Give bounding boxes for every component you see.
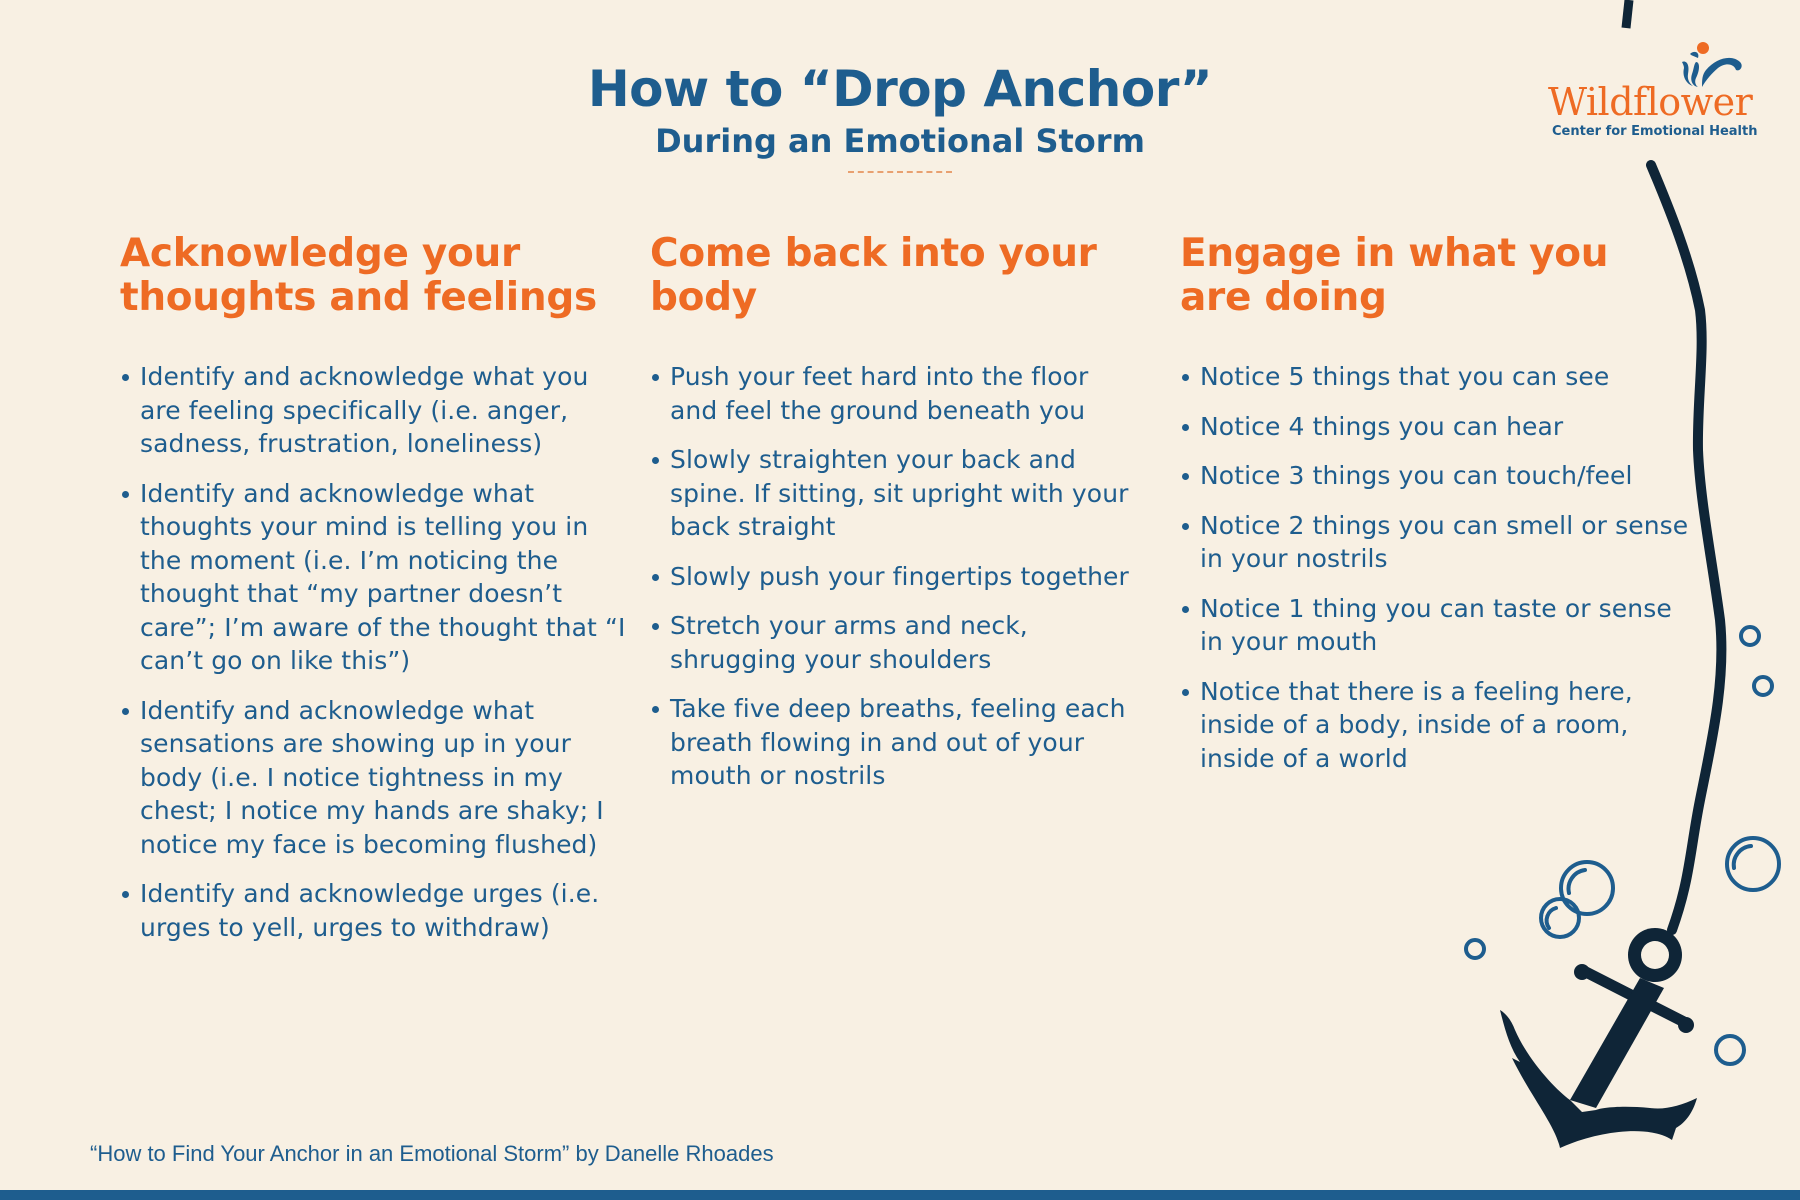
bullet-icon xyxy=(122,491,129,498)
bullet-icon xyxy=(652,706,659,713)
list-item xyxy=(1180,410,1690,444)
list-item xyxy=(120,877,630,944)
list-item-text: Stretch your arms and neck, shrugging your shoulders xyxy=(670,611,1028,674)
list-item-text: Notice that there is a feeling here, inside of a body, inside of a room, inside of a world xyxy=(1200,676,1633,773)
list-item xyxy=(120,694,630,862)
list-item xyxy=(650,609,1140,676)
column-engage xyxy=(1180,231,1689,791)
page-title: How to “Drop Anchor” xyxy=(587,60,1213,118)
bullet-list xyxy=(120,360,626,944)
bullet-icon xyxy=(1182,523,1189,530)
list-item xyxy=(1180,360,1690,394)
list-item-text: Notice 5 things that you can see xyxy=(1200,362,1610,391)
bullet-icon xyxy=(652,574,659,581)
list-item-text: Slowly push your fingertips together xyxy=(670,561,1129,591)
logo-name: Wildflower xyxy=(1548,80,1753,124)
bullet-icon xyxy=(122,891,129,898)
column-heading: Come back into your body xyxy=(650,231,1097,320)
list-item xyxy=(1180,509,1690,576)
bullet-icon xyxy=(122,374,129,381)
list-item-text: Identify and acknowledge what thoughts your mind is telling you in the moment (i.e. I’m noticing the thought that “my partner doesn’t care”; I’m aware of the thought that “I can’t go on like this”) xyxy=(140,478,626,675)
list-item xyxy=(120,360,630,461)
list-item xyxy=(650,560,1140,594)
rope-icon xyxy=(1626,0,1629,28)
bullet-icon xyxy=(1182,424,1189,431)
bullet-icon xyxy=(122,708,129,715)
list-item-text: Notice 3 things you can touch/feel xyxy=(1200,461,1633,490)
column-heading: Engage in what you are doing xyxy=(1180,231,1609,320)
list-item-text: Identify and acknowledge what you are feeling specifically (i.e. anger, sadness, frustration, loneliness) xyxy=(140,362,589,458)
page-subtitle: During an Emotional Storm xyxy=(655,122,1145,160)
bullet-icon xyxy=(652,374,659,381)
bullet-icon xyxy=(652,623,659,630)
anchor-icon xyxy=(1500,928,1697,1148)
column-heading: Acknowledge your thoughts and feelings xyxy=(120,231,597,320)
bullet-list xyxy=(1180,360,1689,775)
list-item-text: Identify and acknowledge urges (i.e. urges to yell, urges to withdraw) xyxy=(140,879,600,942)
list-item xyxy=(650,443,1140,544)
list-item-text: Identify and acknowledge what sensations are showing up in your body (i.e. I notice tightness in my chest; I notice my hands are shaky; I notice my face is becoming flushed) xyxy=(140,695,604,859)
bullet-icon xyxy=(1182,606,1189,613)
bullet-list xyxy=(650,360,1140,793)
logo-tagline: Center for Emotional Health xyxy=(1552,124,1758,139)
bullet-icon xyxy=(1182,473,1189,480)
list-item-text: Take five deep breaths, feeling each breath flowing in and out of your mouth or nostrils xyxy=(670,694,1126,790)
wildflower-logo xyxy=(1540,40,1760,150)
list-item-text: Notice 1 thing you can taste or sense in your mouth xyxy=(1200,593,1672,656)
list-item-text: Notice 2 things you can smell or sense in your nostrils xyxy=(1200,510,1689,573)
list-item-text: Slowly straighten your back and spine. If sitting, sit upright with your back straight xyxy=(670,445,1129,541)
column-body xyxy=(650,232,1140,809)
list-item xyxy=(650,360,1140,427)
bullet-icon xyxy=(1182,374,1189,381)
list-item xyxy=(1180,459,1690,493)
column-acknowledge xyxy=(120,231,626,960)
list-item xyxy=(650,692,1140,793)
title-divider xyxy=(848,171,952,173)
list-item xyxy=(1180,592,1690,659)
list-item xyxy=(120,477,630,678)
bottom-bar xyxy=(0,1190,1800,1200)
list-item xyxy=(1180,675,1690,776)
bullet-icon xyxy=(652,457,659,464)
list-item-text: Notice 4 things you can hear xyxy=(1200,411,1564,441)
bullet-icon xyxy=(1182,689,1189,696)
list-item-text: Push your feet hard into the floor and feel the ground beneath you xyxy=(670,362,1089,425)
footer-credit: “How to Find Your Anchor in an Emotional Storm” by Danelle Rhoades xyxy=(90,1141,774,1166)
